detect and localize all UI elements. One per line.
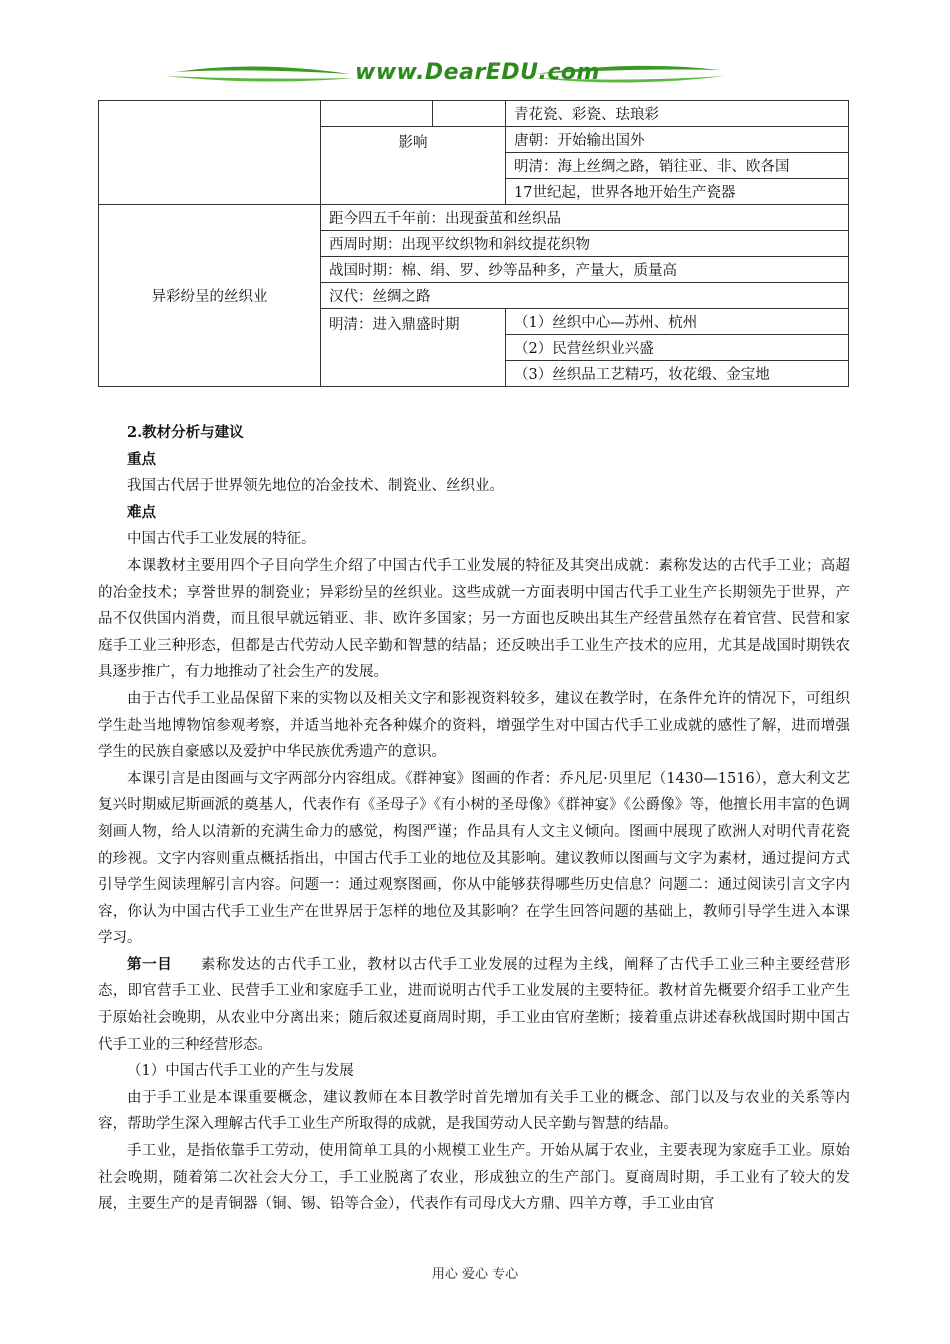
- subheading: （1）中国古代手工业的产生与发展: [127, 1063, 354, 1080]
- summary-table: [98, 100, 849, 387]
- table-row: [99, 205, 849, 231]
- paragraph: 本课教材主要用四个子目向学生介绍了中国古代手工业发展的特征及其突出成就：素称发达的古代手工业；高超的冶金技术；享誉世界的制瓷业；异彩纷呈的丝织业。这些成就一方面表明中国古代手工业生产长期领先于世界，产品不仅供国内消费，而且很早就远销亚、非、欧许多国家；另一方面也反映出其生产经营虽然存在着官营、民营和家庭手工业三种形态，但都是古代劳动人民辛勤和智慧的结晶；还反映出手工业生产技术的应用，尤其是战国时期铁农具逐步推广，有力地推动了社会生产的发展。: [98, 557, 850, 681]
- key-point-text: 我国古代居于世界领先地位的冶金技术、制瓷业、丝织业。: [127, 478, 504, 495]
- document-body: [98, 420, 850, 1218]
- table-cell: 17世纪起，世界各地开始生产瓷器: [506, 179, 849, 205]
- difficult-point-text: 中国古代手工业发展的特征。: [127, 531, 316, 548]
- difficult-point-label: 难点: [127, 503, 156, 521]
- paragraph: [98, 952, 850, 1058]
- paragraph: 手工业，是指依靠手工劳动，使用简单工具的小规模工业生产。开始从属于农业，主要表现为家庭手工业。原始社会晚期，随着第二次社会大分工，手工业脱离了农业，形成独立的生产部门。夏商周时期，手工业有了较大的发展，主要生产的是青铜器（铜、锡、铅等合金），代表作有司母戊大方鼎、四羊方尊，手工业由官: [98, 1143, 850, 1213]
- site-header-logo: [165, 58, 725, 94]
- paragraph: 本课引言是由图画与文字两部分内容组成。《群神宴》图画的作者：乔凡尼·贝里尼（1430—1516），意大利文艺复兴时期威尼斯画派的奠基人，代表作有《圣母子》《有小树的圣母像》《群神宴》《公爵像》等，他擅长用丰富的色调刻画人物，给人以清新的充满生命力的感觉，构图严谨；作品具有人文主义倾向。图画中展现了欧洲人对明代青花瓷的珍视。文字内容则重点概括指出，中国古代手工业的地位及其影响。建议教师以图画与文字为素材，通过提问方式引导学生阅读理解引言内容。问题一：通过观察图画，你从中能够获得哪些历史信息？问题二：通过阅读引言文字内容，你认为中国古代手工业生产在世界居于怎样的地位及其影响？在学生回答问题的基础上，教师引导学生进入本课学习。: [98, 770, 850, 947]
- table-cell-empty: [433, 101, 506, 127]
- table-cell: （1）丝织中心—苏州、杭州: [506, 309, 849, 335]
- silk-industry-label: 异彩纷呈的丝织业: [99, 205, 321, 387]
- table-row: [99, 101, 849, 127]
- table-cell: 汉代：丝绸之路: [321, 283, 849, 309]
- paragraph: 由于手工业是本课重要概念，建议教师在本目教学时首先增加有关手工业的概念、部门以及与农业的关系等内容，帮助学生深入理解古代手工业生产所取得的成就，是我国劳动人民辛勤与智慧的结晶。: [98, 1089, 850, 1133]
- table-cell: （2）民营丝织业兴盛: [506, 335, 849, 361]
- site-logo-text[interactable]: www.DearEDU.com: [355, 60, 600, 85]
- ming-qing-label: 明清：进入鼎盛时期: [321, 309, 506, 387]
- table-cell: 距今四五千年前：出现蚕茧和丝织品: [321, 205, 849, 231]
- table-cell: （3）丝织品工艺精巧，妆花缎、金宝地: [506, 361, 849, 387]
- key-point-label: 重点: [127, 450, 156, 468]
- subsection-label: 第一目: [127, 955, 173, 973]
- table-cell: 战国时期：棉、绢、罗、纱等品种多，产量大，质量高: [321, 257, 849, 283]
- table-cell-empty: [321, 101, 433, 127]
- influence-label: 影响: [321, 127, 506, 205]
- paragraph: 由于古代手工业品保留下来的实物以及相关文字和影视资料较多，建议在教学时，在条件允许的情况下，可组织学生赴当地博物馆参观考察，并适当地补充各种媒介的资料，增强学生对中国古代手工业成就的感性了解，进而增强学生的民族自豪感以及爱护中华民族优秀遗产的意识。: [98, 690, 850, 761]
- table-cell: 西周时期：出现平纹织物和斜纹提花织物: [321, 231, 849, 257]
- section-title: 2.教材分析与建议: [127, 424, 244, 441]
- table-cell: 明清：海上丝绸之路，销往亚、非、欧各国: [506, 153, 849, 179]
- paragraph-text: 素称发达的古代手工业，教材以古代手工业发展的过程为主线，阐释了古代手工业三种主要经营形态，即官营手工业、民营手工业和家庭手工业，进而说明古代手工业发展的主要特征。教材首先概要介绍手工业产生于原始社会晚期，从农业中分离出来；随后叙述夏商周时期，手工业由官府垄断；接着重点讲述春秋战国时期中国古代手工业的三种经营形态。: [98, 956, 850, 1053]
- table-cell: 青花瓷、彩瓷、珐琅彩: [506, 101, 849, 127]
- page-footer: 用心 爱心 专心: [431, 1267, 519, 1282]
- table-cell-empty: [99, 101, 321, 205]
- table-cell: 唐朝：开始输出国外: [506, 127, 849, 153]
